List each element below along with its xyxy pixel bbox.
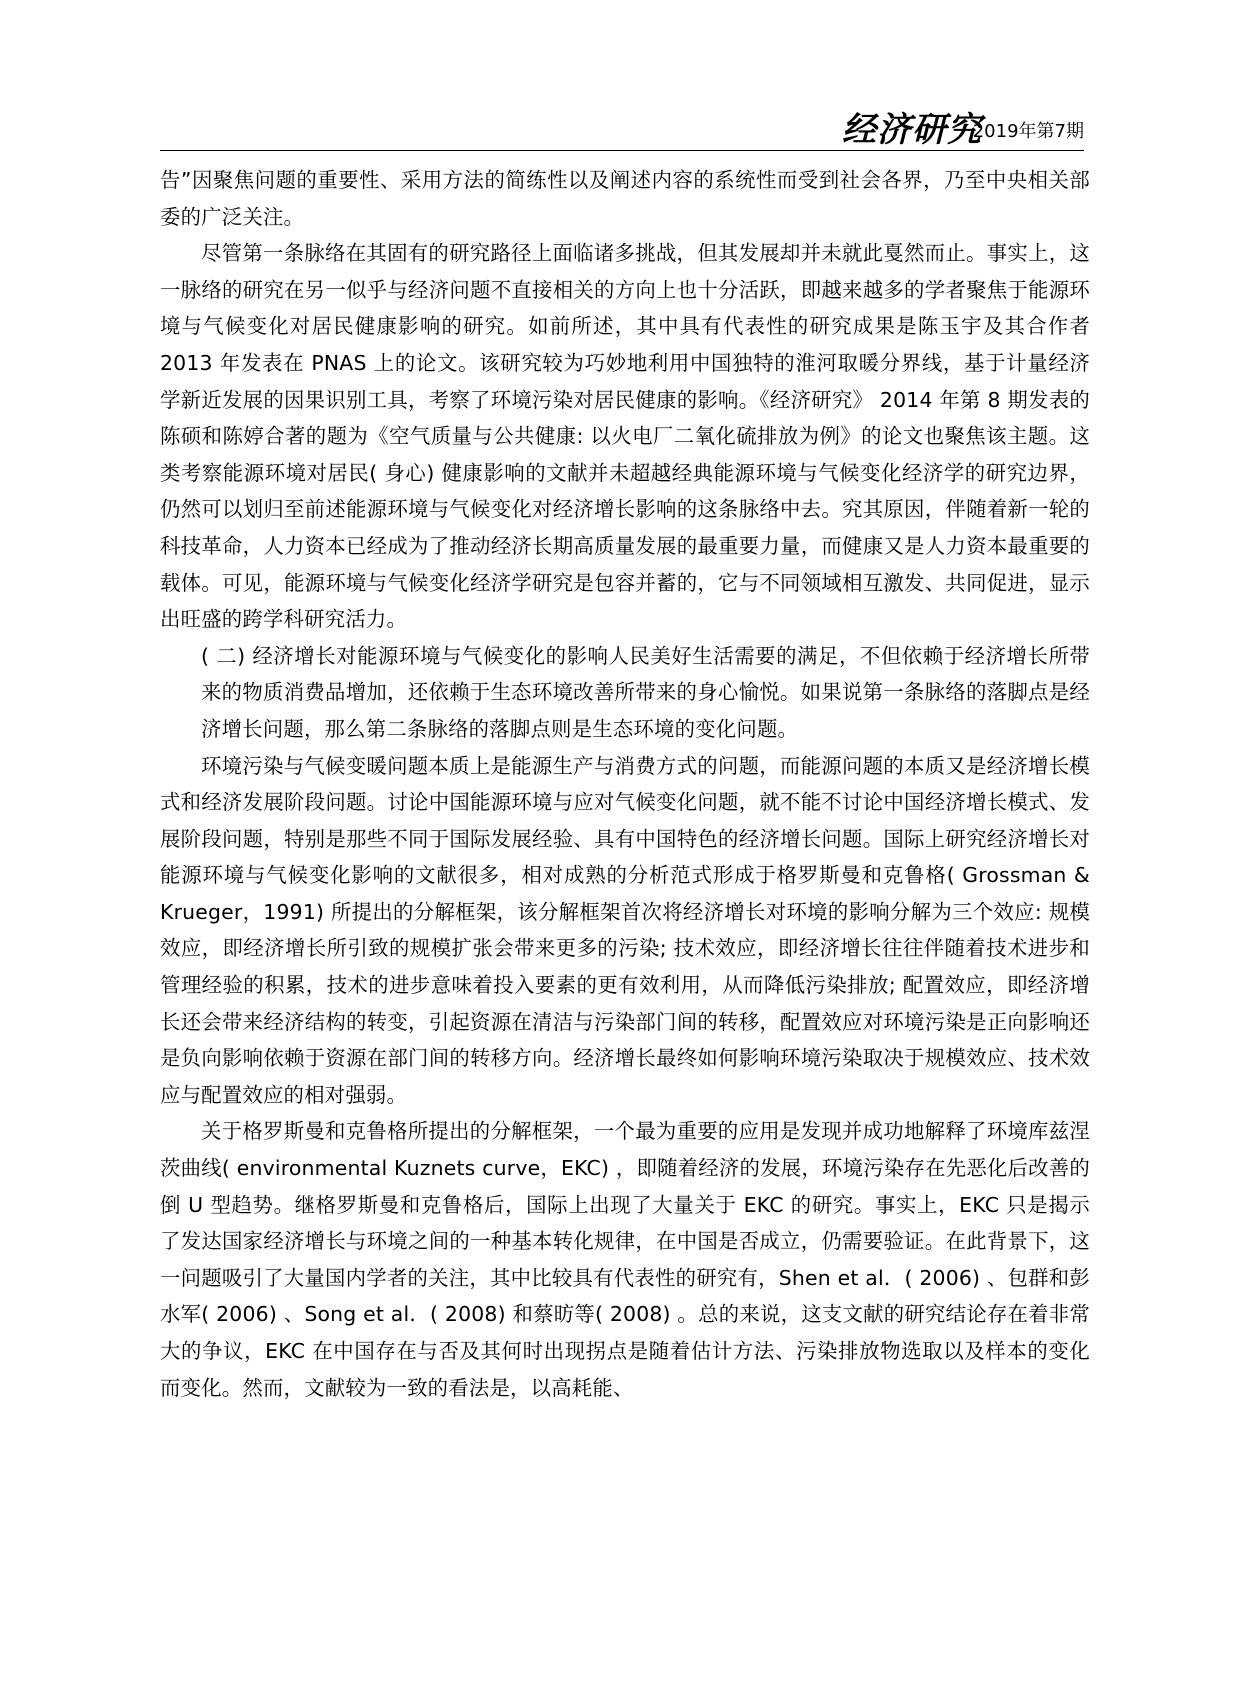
paragraph: 关于格罗斯曼和克鲁格所提出的分解框架，一个最为重要的应用是发现并成功地解释了环境库兹涅茨曲线( environmental Kuznets curve，EKC) ，即随着经济的发展，环境污染存在先恶化后改善的倒 U 型趋势。继格罗斯曼和克鲁格后，国际上出现了大量关于 EKC 的研究。事实上，EKC 只是揭示了发达国家经济增长与环境之间的一种基本转化规律，在中国是否成立，仍需要验证。在此背景下，这一问题吸引了大量国内学者的关注，其中比较具有代表性的研究有，Shen et al．( 2006) 、包群和彭水军( 2006) 、Song et al．( 2008) 和蔡昉等( 2008) 。总的来说，这支文献的研究结论存在着非常大的争议，EKC 在中国存在与否及其何时出现拐点是随着估计方法、污染排放物选取以及样本的变化而变化。然而，文献较为一致的看法是，以高耗能、: [160, 1119, 1090, 1400]
section-heading-paragraph: ( 二) 经济增长对能源环境与气候变化的影响人民美好生活需要的满足，不但依赖于经济增长所带来的物质消费品增加，还依赖于生态环境改善所带来的身心愉悦。如果说第一条脉络的落脚点是经济增长问题，那么第二条脉络的落脚点则是生态环境的变化问题。: [201, 643, 1090, 741]
paragraph-continuation: 告”因聚焦问题的重要性、采用方法的简练性以及阐述内容的系统性而受到社会各界，乃至中央相关部委的广泛关注。: [160, 168, 1090, 229]
journal-logo: 经济研究: [842, 110, 982, 150]
paragraph: 环境污染与气候变暖问题本质上是能源生产与消费方式的问题，而能源问题的本质又是经济增长模式和经济发展阶段问题。讨论中国能源环境与应对气候变化问题，就不能不讨论中国经济增长模式、发展阶段问题，特别是那些不同于国际发展经验、具有中国特色的经济增长问题。国际上研究经济增长对能源环境与气候变化影响的文献很多，相对成熟的分析范式形成于格罗斯曼和克鲁格( Grossman & Krueger，1991) 所提出的分解框架，该分解框架首次将经济增长对环境的影响分解为三个效应: 规模效应，即经济增长所引致的规模扩张会带来更多的污染; 技术效应，即经济增长往往伴随着技术进步和管理经验的积累，技术的进步意味着投入要素的更有效利用，从而降低污染排放; 配置效应，即经济增长还会带来经济结构的转变，引起资源在清洁与污染部门间的转移，配置效应对环境污染是正向影响还是负向影响依赖于资源在部门间的转移方向。经济增长最终如何影响环境污染取决于规模效应、技术效应与配置效应的相对强弱。: [160, 753, 1090, 1107]
paragraph: 尽管第一条脉络在其固有的研究路径上面临诸多挑战，但其发展却并未就此戛然而止。事实上，这一脉络的研究在另一似乎与经济问题不直接相关的方向上也十分活跃，即越来越多的学者聚焦于能源环境与气候变化对居民健康影响的研究。如前所述，其中具有代表性的研究成果是陈玉宇及其合作者 2013 年发表在 PNAS 上的论文。该研究较为巧妙地利用中国独特的淮河取暖分界线，基于计量经济学新近发展的因果识别工具，考察了环境污染对居民健康的影响。《经济研究》 2014 年第 8 期发表的陈硕和陈婷合著的题为《空气质量与公共健康: 以火电厂二氧化硫排放为例》的论文也聚焦该主题。这类考察能源环境对居民( 身心) 健康影响的文献并未超越经典能源环境与气候变化经济学的研究边界，仍然可以划归至前述能源环境与气候变化对经济增长影响的这条脉络中去。究其原因，伴随着新一轮的科技革命，人力资本已经成为了推动经济长期高质量发展的最重要力量，而健康又是人力资本最重要的载体。可见，能源环境与气候变化经济学研究是包容并蓄的，它与不同领域相互激发、共同促进，显示出旺盛的跨学科研究活力。: [160, 241, 1090, 632]
issue-label: 2019年第7期: [972, 121, 1084, 142]
header-divider: [160, 150, 1084, 151]
article-body: [160, 162, 1090, 1406]
page-header: [160, 108, 1084, 150]
